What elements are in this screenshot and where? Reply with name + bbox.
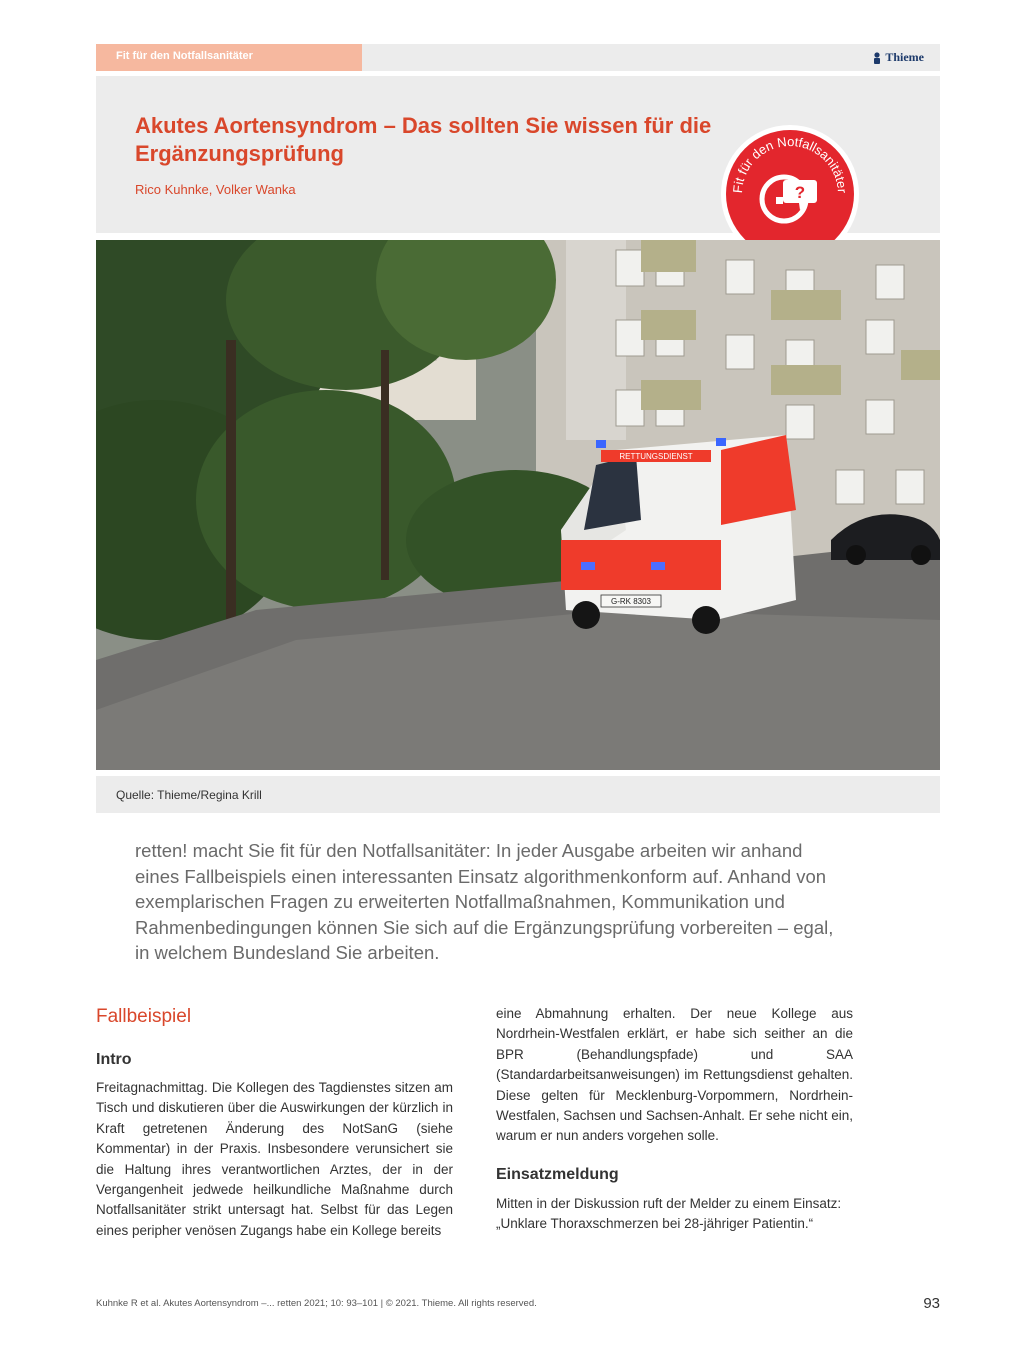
image-caption-box xyxy=(96,776,940,813)
lead-paragraph: retten! macht Sie fit für den Notfallsanitäter: In jeder Ausgabe arbeiten wir anhand eines Fallbeispiels einen interessanten Einsatz algorithmenkonform auf. Anhand von exemplarischen Fragen zu erweiterten Notfallmaßnahmen, Kommunikation und Rahmenbedingungen können Sie sich auf die Ergänzungsprüfung vorbereiten – egal, in welchem Bundesland Sie arbeiten. xyxy=(135,840,834,963)
badge-text: Fit für den Notfallsanitäter xyxy=(729,133,851,194)
section-title-fallbeispiel: Fallbeispiel xyxy=(96,1006,192,1027)
article-title: Akutes Aortensyndrom – Das sollten Sie wissen für die Ergänzungsprüfung xyxy=(135,113,712,166)
footer-citation: Kuhnke R et al. Akutes Aortensyndrom –... retten 2021; 10: 93–101 | © 2021. Thieme. All rights reserved. xyxy=(96,1298,537,1309)
ambulance-label: RETTUNGSDIENST xyxy=(619,452,693,461)
publisher-name: Thieme xyxy=(885,50,924,64)
einsatz-paragraph: Mitten in der Diskussion ruft der Melder zu einem Einsatz: „Unklare Thoraxschmerzen bei 28-jähriger Patientin.“ xyxy=(496,1196,842,1232)
subsection-title-einsatzmeldung: Einsatzmeldung xyxy=(496,1166,619,1183)
publisher-logo xyxy=(872,50,924,65)
subsection-title-intro: Intro xyxy=(96,1051,132,1068)
brand-band xyxy=(362,44,940,71)
thieme-logo-icon xyxy=(872,52,882,64)
image-caption: Quelle: Thieme/Regina Krill xyxy=(116,788,262,802)
ambulance-photo xyxy=(96,240,940,770)
intro-paragraph: Freitagnachmittag. Die Kollegen des Tagdienstes sitzen am Tisch und diskutieren über die Auswirkungen der kürzlich in Kraft getretenen Änderung des NotSanG (siehe Kommentar) in der Praxis. Insbesondere verunsichert sie die Haltung ihres verantwortlichen Arztes, der in der Vergangenheit jedwede heilkundliche Maßnahme durch Notfallsanitäter strikt untersagt hat. Selbst für das Legen eines peripher venösen Zugangs habe ein Kollege bereits xyxy=(96,1080,453,1238)
series-tag-band xyxy=(96,44,362,71)
series-tag: Fit für den Notfallsanitäter xyxy=(116,50,253,62)
page-number: 93 xyxy=(923,1295,940,1312)
svg-text:?: ? xyxy=(794,183,806,202)
intro-paragraph-continued: eine Abmahnung erhalten. Der neue Kollege aus Nordrhein-Westfalen erklärt, er habe sich seither an die BPR (Behandlungspfade) und SAA (Standardarbeitsanweisungen) im Rettungsdienst gehalten. Diese gelten für Mecklenburg-Vorpommern, Nordrhein-Westfalen, Sachsen und Sachsen-Anhalt. Er sehe nicht ein, warum er nun anders vorgehen solle. xyxy=(496,1006,853,1144)
article-authors: Rico Kuhnke, Volker Wanka xyxy=(135,182,296,197)
license-plate: G-RK 8303 xyxy=(610,597,652,606)
